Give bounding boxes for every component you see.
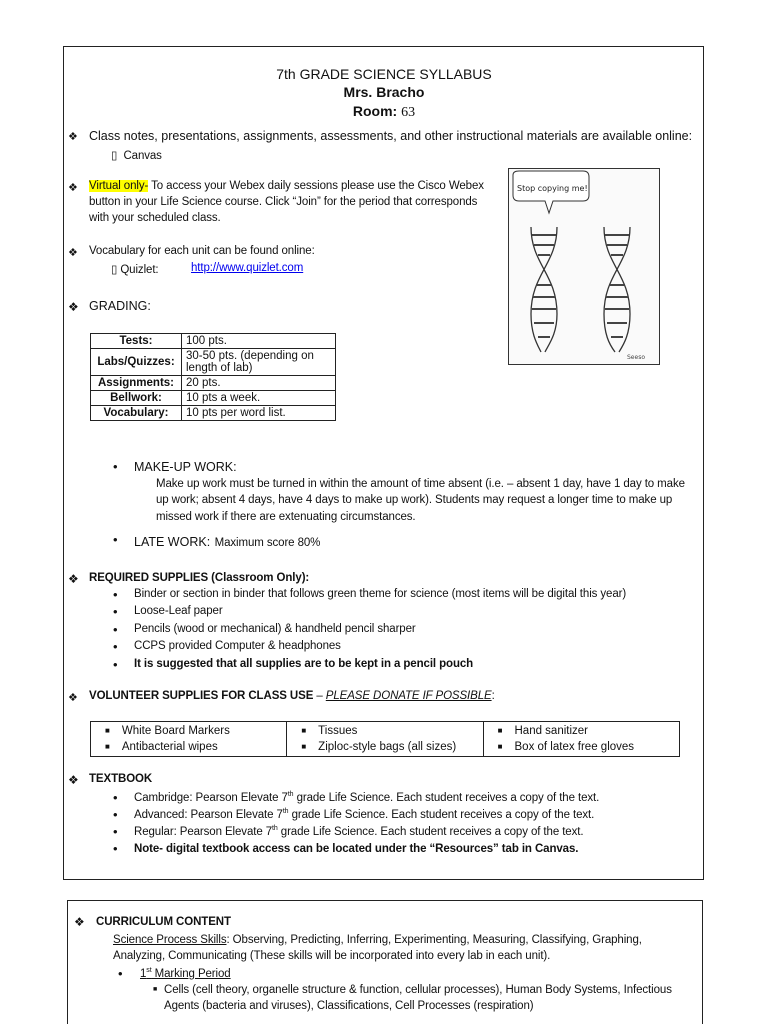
quizlet-link[interactable]: http://www.quizlet.com	[191, 262, 304, 274]
page-title: 7th GRADE SCIENCE SYLLABUS	[276, 66, 492, 82]
superscript: th	[272, 825, 278, 832]
list-item: CCPS provided Computer & headphones	[134, 640, 341, 652]
diamond-bullet-icon: ❖	[74, 915, 85, 929]
virtual-text-2: button in your Life Science course. Click “Join” for the period that corresponds	[89, 196, 478, 208]
volunteer-column	[91, 722, 287, 757]
square-bullet-icon: ■	[105, 726, 110, 735]
superscript: th	[282, 808, 289, 815]
grade-value: 10 pts per word list.	[182, 406, 336, 421]
bullet-dot-icon: •	[113, 790, 118, 805]
list-item-label: Hand sanitizer	[514, 725, 589, 738]
grade-value: 30-50 pts. (depending on length of lab)	[182, 349, 336, 376]
bullet-dot-icon: •	[113, 824, 118, 839]
late-work-text: Maximum score 80%	[214, 537, 321, 549]
cells-line-1: Cells (cell theory, organelle structure & function, cellular processes), Human Body Systems, Infectious	[164, 984, 672, 996]
room-label: Room:	[352, 103, 398, 119]
table-row	[91, 349, 336, 376]
quizlet-label: ▯ Quizlet:	[111, 264, 159, 276]
square-bullet-icon: ■	[301, 726, 307, 735]
grade-value: 20 pts.	[182, 376, 336, 391]
diamond-bullet-icon: ❖	[68, 300, 79, 314]
comic-speech-text: Stop copying me!	[517, 184, 588, 193]
grade-label: Vocabulary:	[91, 406, 182, 421]
virtual-highlight: Virtual only-	[89, 180, 149, 192]
list-item	[301, 739, 476, 755]
list-item-label: Tissues	[318, 725, 358, 738]
cells-line-2: Agents (bacteria and viruses), Classifications, Cell Processes (respiration)	[164, 1000, 534, 1012]
bullet-dot-icon: •	[113, 657, 118, 672]
superscript: st	[146, 967, 152, 974]
bullet-dot-icon: •	[113, 807, 118, 822]
dna-comic-drawing	[509, 169, 659, 364]
grade-label: Assignments:	[91, 376, 182, 391]
supplies-heading: REQUIRED SUPPLIES (Classroom Only):	[89, 572, 310, 584]
grade-value: 100 pts.	[182, 334, 336, 349]
bullet-dot-icon: •	[113, 532, 118, 547]
late-work-line	[134, 533, 320, 551]
online-materials-text: Class notes, presentations, assignments, assessments, and other instructional materials are available online:	[89, 129, 693, 143]
textbook-regular	[134, 825, 583, 838]
marking-label: Marking Period	[151, 967, 231, 980]
marking-period-heading	[140, 967, 231, 980]
diamond-bullet-icon: ❖	[68, 572, 79, 586]
curriculum-heading: CURRICULUM CONTENT	[96, 916, 231, 928]
textbook-regular-post: grade Life Science. Each student receives a copy of the text.	[277, 825, 584, 838]
late-work-heading: LATE WORK:	[134, 535, 211, 549]
virtual-line-1	[89, 180, 484, 192]
dna-comic-image	[508, 168, 660, 365]
diamond-bullet-icon: ❖	[68, 130, 78, 143]
bullet-dot-icon: •	[113, 639, 118, 654]
supplies-note: It is suggested that all supplies are to be kept in a pencil pouch	[134, 658, 474, 670]
virtual-text-1: To access your Webex daily sessions please use the Cisco Webex	[148, 180, 484, 192]
comic-signature: Seeso	[627, 354, 645, 361]
textbook-cambridge-label: Cambridge: Pearson Elevate 7	[134, 791, 288, 804]
makeup-line-2: up work; absent 4 days, have 4 days to make up work). Students may request a longer time to make up	[156, 494, 673, 506]
volunteer-heading-line	[89, 690, 495, 702]
volunteer-colon: :	[491, 690, 495, 702]
volunteer-dash: –	[313, 690, 326, 702]
list-item	[498, 723, 673, 739]
bullet-dot-icon: •	[118, 966, 123, 981]
volunteer-table	[90, 721, 680, 757]
table-row	[91, 722, 680, 757]
table-row	[91, 376, 336, 391]
list-item	[498, 739, 673, 755]
grading-table	[90, 333, 336, 421]
square-bullet-icon: ■	[153, 986, 158, 993]
list-item-label: Box of latex free gloves	[514, 741, 635, 754]
textbook-regular-label: Regular: Pearson Elevate 7	[134, 825, 273, 838]
diamond-bullet-icon: ❖	[68, 181, 78, 194]
science-process-line-1	[113, 934, 642, 946]
square-bullet-icon: ■	[105, 742, 110, 751]
room-line	[0, 103, 768, 121]
grade-label: Labs/Quizzes:	[91, 349, 182, 376]
textbook-advanced-label: Advanced: Pearson Elevate 7	[134, 808, 283, 821]
list-item: Pencils (wood or mechanical) & handheld pencil sharper	[134, 623, 416, 635]
virtual-text-3: with your scheduled class.	[89, 212, 221, 224]
makeup-line-3: missed work if there are extenuating circumstances.	[156, 511, 416, 523]
grade-label: Bellwork:	[91, 391, 182, 406]
textbook-note: Note- digital textbook access can be located under the “Resources” tab in Canvas.	[134, 843, 579, 855]
makeup-line-1: Make up work must be turned in within the amount of time absent (i.e. – absent 1 day, have 1 day to make	[156, 478, 685, 490]
diamond-bullet-icon: ❖	[68, 246, 78, 259]
list-item: Binder or section in binder that follows green theme for science (most items will be digital this year)	[134, 588, 627, 600]
canvas-box-icon: ▯	[111, 150, 118, 162]
textbook-heading: TEXTBOOK	[89, 773, 153, 785]
grade-label: Tests:	[91, 334, 182, 349]
list-item-label: White Board Markers	[121, 725, 230, 738]
superscript: th	[287, 791, 294, 798]
textbook-cambridge-post: grade Life Science. Each student receives a copy of the text.	[293, 791, 600, 804]
bullet-dot-icon: •	[113, 622, 118, 637]
room-number: 63	[401, 105, 416, 120]
diamond-bullet-icon: ❖	[68, 691, 78, 704]
table-row	[91, 391, 336, 406]
grading-heading: GRADING:	[89, 299, 151, 313]
volunteer-subheading: PLEASE DONATE IF POSSIBLE	[325, 690, 492, 702]
bullet-dot-icon: •	[113, 841, 118, 856]
textbook-cambridge	[134, 791, 599, 804]
makeup-heading: MAKE-UP WORK:	[134, 460, 237, 474]
list-item-label: Ziploc-style bags (all sizes)	[318, 741, 457, 754]
canvas-label: Canvas	[123, 150, 162, 162]
volunteer-heading: VOLUNTEER SUPPLIES FOR CLASS USE	[89, 690, 314, 702]
volunteer-column	[287, 722, 483, 757]
bullet-dot-icon: •	[113, 604, 118, 619]
textbook-advanced	[134, 808, 594, 821]
canvas-item	[111, 148, 162, 162]
square-bullet-icon: ■	[301, 742, 307, 751]
volunteer-column	[483, 722, 679, 757]
vocab-text: Vocabulary for each unit can be found online:	[89, 245, 315, 257]
marking-number: 1	[140, 967, 147, 980]
square-bullet-icon: ■	[497, 726, 503, 735]
table-row	[91, 406, 336, 421]
list-item	[105, 723, 280, 739]
list-item-label: Antibacterial wipes	[121, 741, 218, 754]
table-row	[91, 334, 336, 349]
grade-value: 10 pts a week.	[182, 391, 336, 406]
list-item	[301, 723, 476, 739]
science-process-text-1: : Observing, Predicting, Inferring, Experimenting, Measuring, Classifying, Graphing,	[226, 934, 642, 946]
bullet-dot-icon: •	[113, 459, 118, 474]
teacher-name: Mrs. Bracho	[343, 84, 425, 100]
science-process-label: Science Process Skills	[113, 934, 227, 946]
list-item	[105, 739, 280, 755]
diamond-bullet-icon: ❖	[68, 773, 79, 787]
science-process-text-2: Analyzing, Communicating (These skills will be incorporated into every lab in each unit).	[113, 950, 551, 962]
list-item: Loose-Leaf paper	[134, 605, 223, 617]
bullet-dot-icon: •	[113, 587, 118, 602]
square-bullet-icon: ■	[497, 742, 503, 751]
textbook-advanced-post: grade Life Science. Each student receives a copy of the text.	[288, 808, 595, 821]
